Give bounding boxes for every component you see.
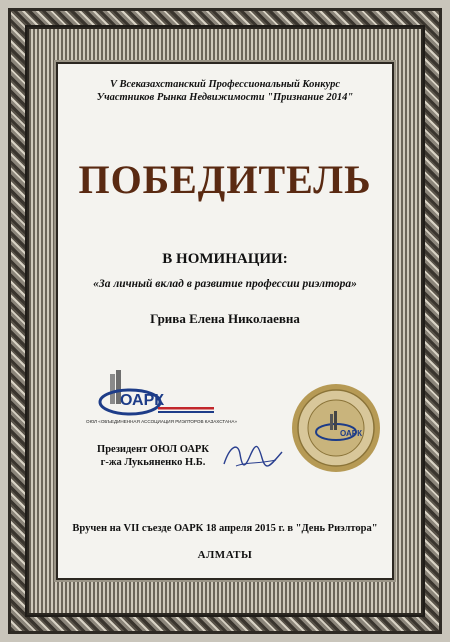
oark-logo xyxy=(86,370,238,434)
winner-heading: ПОБЕДИТЕЛЬ xyxy=(78,157,372,202)
signature xyxy=(218,436,288,476)
certificate-paper xyxy=(58,64,392,578)
city: АЛМАТЫ xyxy=(197,549,253,561)
contest-title xyxy=(58,78,392,104)
nomination-name: «За личный вклад в развитие профессии риэлтора» xyxy=(93,278,357,290)
president-title: Президент ОЮЛ ОАРК xyxy=(97,444,209,455)
contest-title-line1: V Всеказахстанский Профессиональный Конкурс xyxy=(110,79,340,90)
awardee-name: Грива Елена Николаевна xyxy=(150,311,300,326)
seal-text: ОАРК xyxy=(340,429,363,438)
nomination-heading: В НОМИНАЦИИ: xyxy=(162,251,288,267)
president-name: г-жа Лукьяненко Н.Б. xyxy=(100,457,206,468)
contest-title-line2: Участников Рынка Недвижимости "Признание 2014" xyxy=(96,92,354,103)
oark-logo-text: ОАРК xyxy=(120,392,165,409)
official-seal xyxy=(290,382,382,474)
presented-note: Вручен на VII съезде ОАРК 18 апреля 2015 г. в "День Риэлтора" xyxy=(72,523,378,534)
oark-logo-subtitle: ОЮЛ «ОБЪЕДИНЕННАЯ АССОЦИАЦИЯ РИЭЛТОРОВ КАЗАХСТАНА» xyxy=(86,419,238,424)
